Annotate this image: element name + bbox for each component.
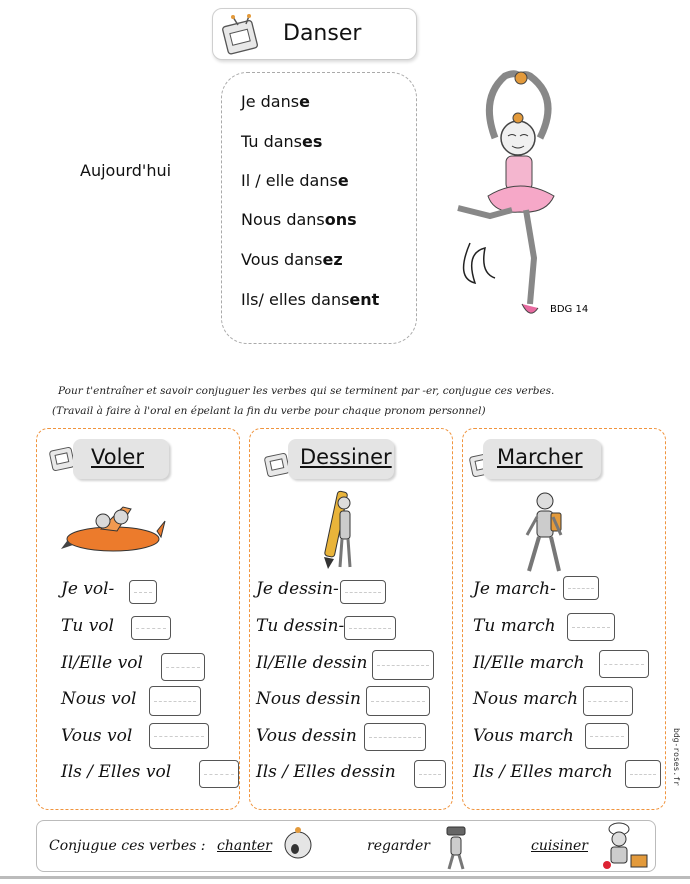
page-title: Danser [283,21,362,46]
conjugation-row: Vous vol [61,726,133,746]
conjugation-row: Il/Elle vol [61,653,143,673]
conjugation-row: Ils / Elles dessin [256,762,396,782]
today-label: Aujourd'hui [80,161,172,180]
bottom-verb: cuisiner [531,838,588,854]
instruction-line-2: (Travail à faire à l'oral en épelant la fin du verbe pour chaque pronom personnel) [52,405,486,417]
conjugation-row: Ils / Elles vol [61,762,172,782]
answer-blank[interactable] [129,580,157,604]
verb-header: Voler [73,439,169,479]
bottom-exercise-box [36,820,656,872]
answer-blank[interactable] [161,653,205,681]
conjugation-line: Je danse [241,92,310,111]
answer-blank[interactable] [344,616,396,640]
conjugation-box [221,72,417,344]
bottom-prompt: Conjugue ces verbes : [49,838,206,854]
verb-title-box [212,8,417,60]
telescope-robot-icon [441,823,471,871]
answer-blank[interactable] [567,613,615,641]
answer-blank[interactable] [364,723,426,751]
conjugation-line: Nous dansons [241,210,357,229]
bottom-rule [0,876,690,879]
answer-blank[interactable] [131,616,171,640]
pencil-robot-illustration [316,489,356,571]
verb-card-dessiner [249,428,453,810]
walking-robot-illustration [521,491,567,575]
answer-blank[interactable] [340,580,386,604]
robot-logo-icon [219,13,263,57]
answer-blank[interactable] [625,760,661,788]
conjugation-line: Ils/ elles dansent [241,290,380,309]
conjugation-row: Tu march [473,616,556,636]
conjugation-row: Nous march [473,689,579,709]
singing-robot-icon [281,827,315,867]
conjugation-row: Tu vol [61,616,114,636]
cooking-robot-icon [597,821,651,871]
conjugation-line: Vous dansez [241,250,343,269]
answer-blank[interactable] [366,686,430,716]
conjugation-row: Il/Elle dessin [256,653,368,673]
instruction-line-1: Pour t'entraîner et savoir conjuguer les verbes qui se terminent par -er, conjugue ces verbes. [58,385,555,397]
conjugation-row: Vous march [473,726,574,746]
answer-blank[interactable] [199,760,239,788]
conjugation-row: Je march- [473,579,556,599]
answer-blank[interactable] [599,650,649,678]
conjugation-row: Nous dessin [256,689,361,709]
answer-blank[interactable] [583,686,633,716]
conjugation-row: Tu dessin- [256,616,345,636]
answer-blank[interactable] [563,576,599,600]
answer-blank[interactable] [149,723,209,749]
verb-card-voler [36,428,240,810]
conjugation-row: Je dessin- [256,579,339,599]
side-credit: bdg-roses.fr [672,728,681,786]
verb-header: Dessiner [288,439,394,479]
conjugation-row: Vous dessin [256,726,357,746]
conjugation-row: Il/Elle march [473,653,585,673]
answer-blank[interactable] [585,723,629,749]
airplane-robot-illustration [61,501,167,563]
bottom-verb: regarder [367,838,430,854]
answer-blank[interactable] [149,686,201,716]
dancing-robot-illustration [450,68,600,333]
conjugation-line: Tu danses [241,132,323,151]
verb-card-marcher [462,428,666,810]
answer-blank[interactable] [372,650,434,680]
conjugation-row: Je vol- [61,579,115,599]
conjugation-line: Il / elle danse [241,171,349,190]
verb-header: Marcher [483,439,601,479]
conjugation-row: Ils / Elles march [473,762,613,782]
conjugation-row: Nous vol [61,689,137,709]
answer-blank[interactable] [414,760,446,788]
bottom-verb: chanter [217,838,272,854]
signature: BDG 14 [550,304,589,315]
